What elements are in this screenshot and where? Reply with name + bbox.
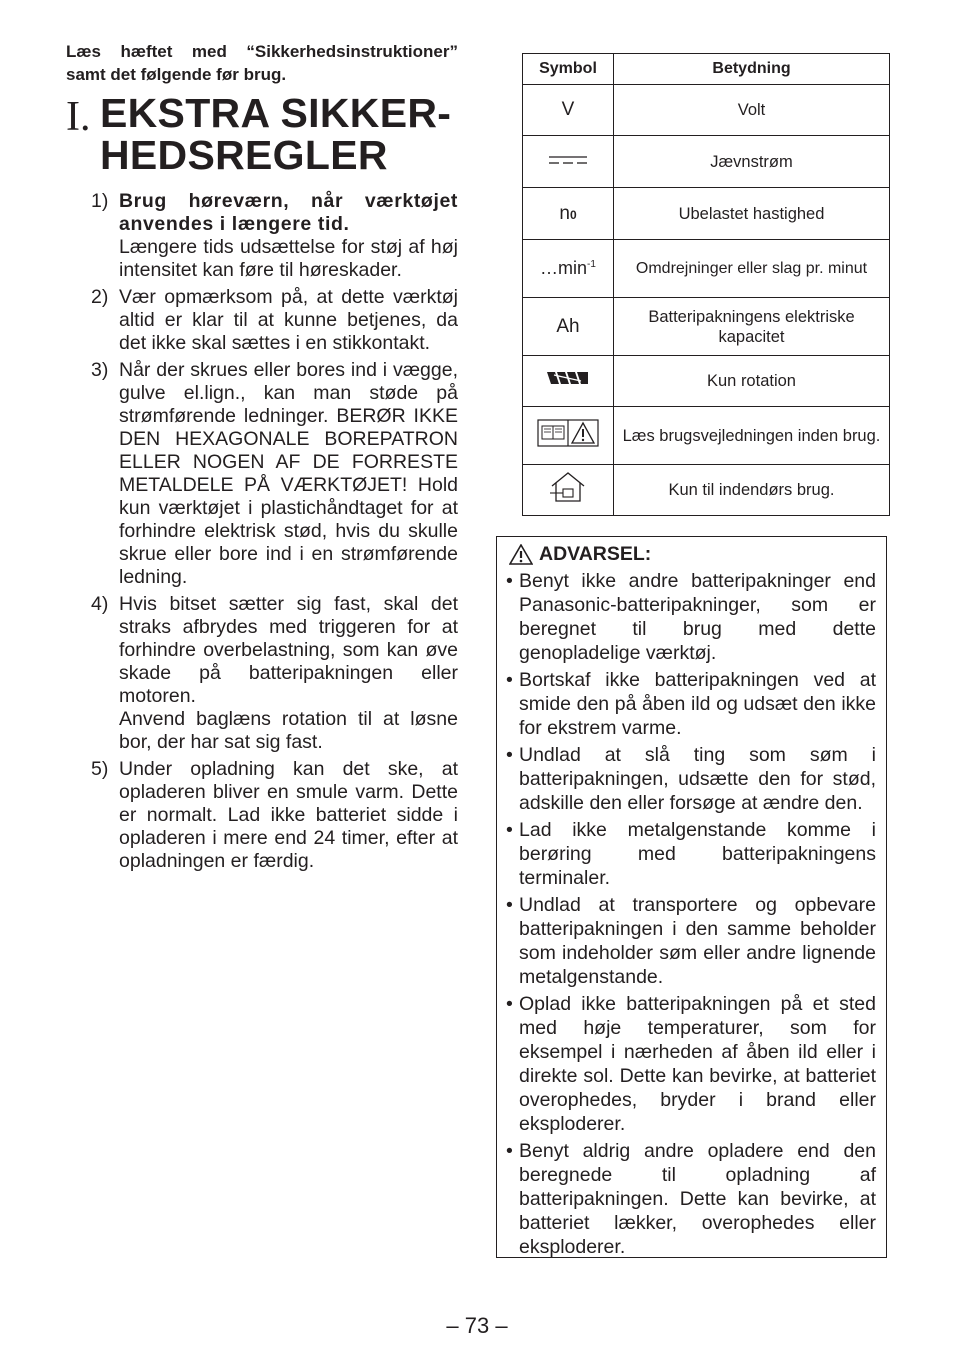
rule-item (66, 593, 458, 754)
rule-text: Længere tids udsættelse for støj af høj intensitet kan føre til høreskader. (119, 236, 458, 281)
warning-item: • Bortskaf ikke batteripakningen ved at smide den på åben ild og udsæt den ikke for ekstrem varme. (505, 668, 876, 740)
warning-heading (509, 541, 876, 567)
table-row (523, 298, 890, 356)
rule-item (66, 758, 458, 873)
rule-number: 2) (91, 286, 109, 308)
rule-item (66, 190, 458, 282)
table-row (523, 356, 890, 407)
meaning-cell: Kun rotation (614, 356, 890, 407)
page-number: – 73 – (446, 1313, 508, 1338)
symbol-cell (523, 240, 614, 298)
table-row (523, 188, 890, 240)
header-meaning: Betydning (614, 54, 890, 85)
symbol-cell (523, 465, 614, 516)
symbol-subscript: 0 (569, 207, 577, 222)
table-row (523, 465, 890, 516)
meaning-cell: Kun til indendørs brug. (614, 465, 890, 516)
symbol-cell (523, 188, 614, 240)
warning-list (505, 569, 876, 1259)
warning-item: • Lad ikke metalgenstande komme i berøring med batteripakningens terminaler. (505, 818, 876, 890)
warning-item: • Benyt aldrig andre opladere end den beregnede til opladning af batteripakningen. Dette kan bevirke, at batteriet lækker, overophedes eller eksploderer. (505, 1139, 876, 1259)
symbol-table (522, 53, 890, 516)
warning-item: • Undlad at slå ting som søm i batteripakningen, udsætte den for stød, adskille den eller forsøge at ændre den. (505, 743, 876, 815)
rule-number: 3) (91, 359, 109, 381)
section-heading (66, 92, 458, 180)
read-manual-warning-icon (537, 418, 599, 448)
table-row (523, 85, 890, 136)
rule-text: Når der skrues eller bores ind i vægge, gulve el.lign., kan man støde på strømførende ledninger. BERØR IKKE DEN HEXAGONALE BOREPATRON ELLER NOGEN AF DE FORRESTE METALDELE PÅ VÆRKTØJET! Hold kun værktøjet i plastichåndtaget for at forhindre elektrisk stød, hvis du skulle skrue eller bore ind i en strømførende ledning. (119, 359, 458, 588)
section-title: EKSTRA SIKKER-HEDSREGLER (100, 90, 452, 178)
indoor-use-icon (548, 470, 588, 504)
meaning-cell: Læs brugsvejledningen inden brug. (614, 407, 890, 465)
rule-item (66, 359, 458, 589)
symbol-cell: Ah (523, 298, 614, 356)
intro-text: Læs hæftet med “Sikkerhedsinstruktioner” samt det følgende før brug. (66, 42, 458, 84)
meaning-cell: Omdrejninger eller slag pr. minut (614, 240, 890, 298)
left-column (66, 40, 458, 877)
meaning-cell: Ubelastet hastighed (614, 188, 890, 240)
symbol-cell (523, 356, 614, 407)
table-row (523, 407, 890, 465)
rule-item (66, 286, 458, 355)
rule-text: Under opladning kan det ske, at opladeren bliver en smule varm. Dette er normalt. Lad ikke batteriet sidde i opladeren i mere end 24 timer, efter at opladningen er færdig. (119, 758, 458, 872)
rule-text: Vær opmærksom på, at dette værktøj altid er klar til at kunne betjenes, da det ikke skal sættes i en stikkontakt. (119, 286, 458, 354)
warning-title: ADVARSEL: (539, 543, 652, 565)
table-row (523, 240, 890, 298)
warning-item: • Undlad at transportere og opbevare batteripakningen i den samme beholder som indeholder søm eller andre lignende metalgenstande. (505, 893, 876, 989)
symbol-cell (523, 136, 614, 188)
header-symbol: Symbol (523, 54, 614, 85)
meaning-cell: Jævnstrøm (614, 136, 890, 188)
warning-item: • Benyt ikke andre batteripakninger end Panasonic-batteripakninger, som er beregnet til brug med dette genopladelige værktøj. (505, 569, 876, 665)
rule-number: 5) (91, 758, 109, 780)
rule-number: 4) (91, 593, 109, 615)
rule-text: Hvis bitset sætter sig fast, skal det straks afbrydes med triggeren for at forhindre overbelastning, som kan øve skade på batteripakningen eller motoren. (119, 593, 458, 707)
rotation-only-icon (547, 370, 589, 386)
meaning-cell: Batteripakningens elektriske kapacitet (614, 298, 890, 356)
direct-current-icon (548, 153, 588, 167)
warning-box (496, 536, 887, 1258)
warning-item: • Oplad ikke batteripakningen på et sted med høje temperaturer, som for eksempel i nærheden af åben ild eller i direkte sol. Dette kan bevirke, at batteriet overophedes, bryder i brand eller eksploderer. (505, 992, 876, 1136)
rule-number: 1) (91, 190, 109, 212)
meaning-cell: Volt (614, 85, 890, 136)
rule-text-2: Anvend baglæns rotation til at løsne bor, der har sat sig fast. (119, 708, 458, 753)
warning-triangle-icon (509, 544, 533, 565)
symbol-cell: V (523, 85, 614, 136)
rule-bold-text: Brug høreværn, når værktøjet anvendes i længere tid. (119, 190, 458, 235)
safety-rules-list (66, 190, 458, 873)
table-header-row (523, 54, 890, 85)
symbol-text: n (559, 202, 570, 224)
table-row (523, 136, 890, 188)
symbol-cell (523, 407, 614, 465)
symbol-superscript: -1 (587, 259, 596, 270)
symbol-text: …min (540, 258, 588, 278)
section-number: I. (66, 94, 91, 140)
